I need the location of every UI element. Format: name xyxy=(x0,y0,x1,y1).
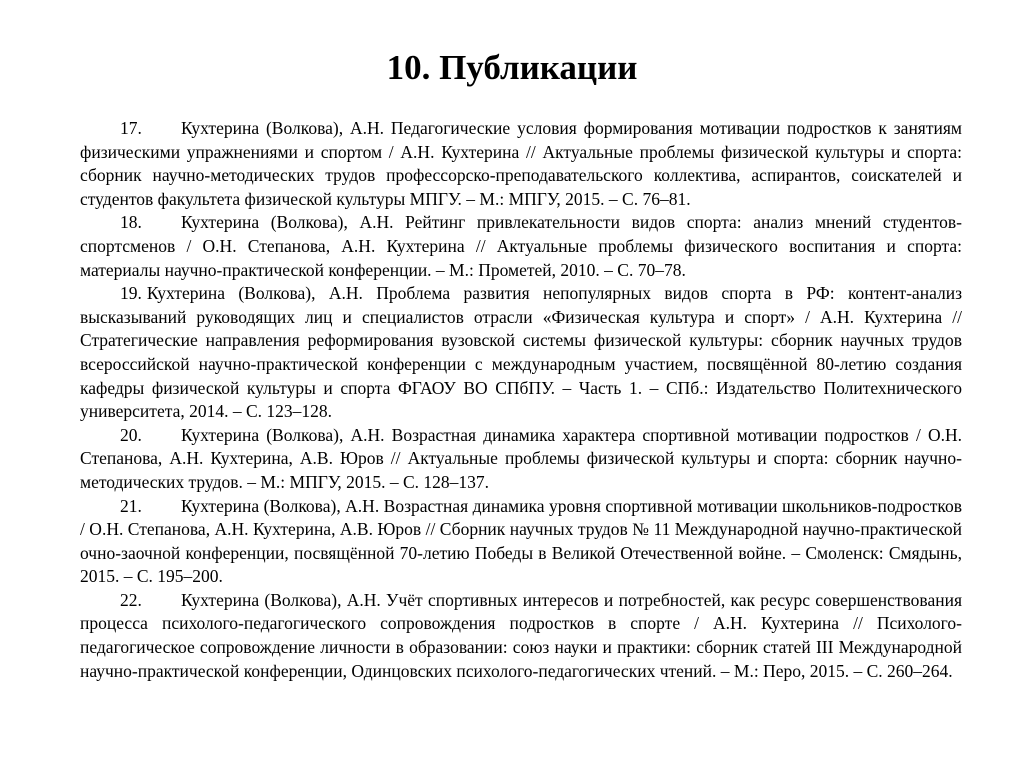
publication-item xyxy=(80,424,962,495)
publication-number: 17. xyxy=(120,118,142,138)
publication-item xyxy=(80,211,962,282)
publication-item xyxy=(80,495,962,589)
publication-number: 20. xyxy=(120,424,142,445)
publication-number: 18. xyxy=(120,212,142,233)
publication-text: Кухтерина (Волкова), А.Н. Педагогические условия формирования мотивации подростков к занятиям физическими упражнениями и спортом / А.Н. Кухтерина // Актуальные проблемы физической культуры и спорта: сборник научно-методических трудов профессорско-преподавательского коллектива, аспирантов, соискателей и студентов факультета физической культуры МПГУ. – М.: МПГУ, 2015. – С. 76–81. xyxy=(80,118,962,209)
publication-text: Кухтерина (Волкова), А.Н. Проблема развития непопулярных видов спорта в РФ: контент-анализ высказываний руководящих лиц и специалистов отрасли «Физическая культура и спорт» / А.Н. Кухтерина // Стратегические направления реформирования вузовской системы физической культуры: сборник научных трудов всероссийской научно-практической конференции с международным участием, посвящённой 80-летию создания кафедры физической культуры и спорта ФГАОУ ВО СПбПУ. – Часть 1. – СПб.: Издательство Политехнического университета, 2014. – С. 123–128. xyxy=(80,283,962,422)
page-title: 10. Публикации xyxy=(386,48,638,87)
publication-text: Кухтерина (Волкова), А.Н. Возрастная динамика характера спортивной мотивации подростков / О.Н. Степанова, А.Н. Кухтерина, А.В. Юров // Актуальные проблемы физической культуры и спорта: сборник научно-методических трудов. – М.: МПГУ, 2015. – С. 128–137. xyxy=(80,424,962,492)
publication-text: Кухтерина (Волкова), А.Н. Учёт спортивных интересов и потребностей, как ресурс совершенствования процесса психолого-педагогического сопровождения подростков в спорте / А.Н. Кухтерина // Психолого-педагогическое сопровождение личности в образовании: союз науки и практики: сборник статей III Международной научно-практической конференции, Одинцовских психолого-педагогических чтений. – М.: Перо, 2015. – С. 260–264. xyxy=(80,589,962,681)
publication-text: Кухтерина (Волкова), А.Н. Рейтинг привлекательности видов спорта: анализ мнений студентов-спортсменов / О.Н. Степанова, А.Н. Кухтерина // Актуальные проблемы физического воспитания и спорта: материалы научно-практической конференции. – М.: Прометей, 2010. – С. 70–78. xyxy=(80,212,962,280)
publication-item xyxy=(80,117,962,211)
publication-list xyxy=(80,117,962,683)
publication-item xyxy=(80,589,962,683)
publication-item xyxy=(80,282,962,424)
publication-number: 21. xyxy=(120,495,142,516)
publication-number: 19. xyxy=(120,283,142,304)
publication-number: 22. xyxy=(120,589,142,610)
publication-text: Кухтерина (Волкова), А.Н. Возрастная динамика уровня спортивной мотивации школьников-подростков / О.Н. Степанова, А.Н. Кухтерина, А.В. Юров // Сборник научных трудов № 11 Международной научно-практической очно-заочной конференции, посвящённой 70-летию Победы в Великой Отечественной войне. – Смоленск: Смядынь, 2015. – С. 195–200. xyxy=(80,495,962,587)
